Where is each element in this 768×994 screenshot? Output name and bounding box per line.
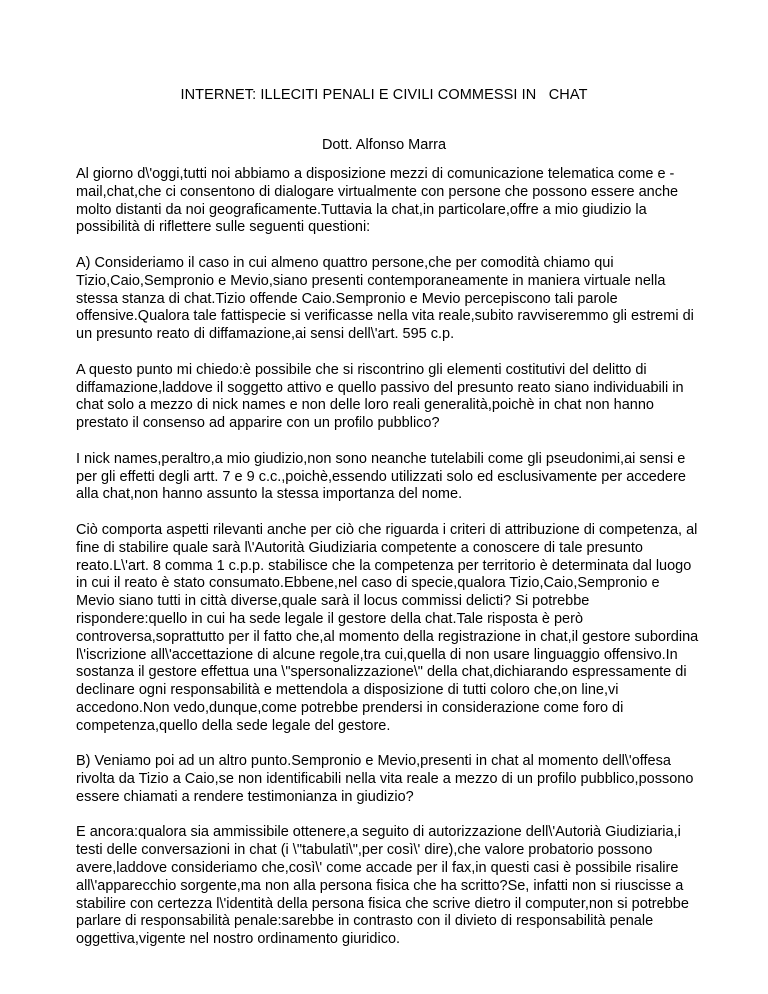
- document-author: Dott. Alfonso Marra: [321, 137, 447, 153]
- paragraph-a: A) Consideriamo il caso in cui almeno quattro persone,che per comodità chiamo qui Tizio,Caio,Sempronio e Mevio,siano presenti contemporaneamente in maniera virtuale nella stessa stanza di chat.Tizio offende Caio.Sempronio e Mevio percepiscono tali parole offensive.Qualora tale fattispecie si verificasse nella vita reale,subito ravviseremmo gli estremi di un presunto reato di diffamazione,ai sensi dell\'art. 595 c.p.: [76, 254, 694, 343]
- paragraph-intro: Al giorno d\'oggi,tutti noi abbiamo a disposizione mezzi di comunicazione telematica come e - mail,chat,che ci consentono di dialogare virtualmente con persone che possono essere anche molto distanti da noi geograficamente.Tuttavia la chat,in particolare,offre a mio giudizio la possibilità di riflettere sulle seguenti questioni:: [76, 166, 679, 236]
- paragraph-b: B) Veniamo poi ad un altro punto.Sempronio e Mevio,presenti in chat al momento dell\'offesa rivolta da Tizio a Caio,se non identificabili nella vita reale a mezzo di un profilo pubblico,possono essere chiamati a rendere testimonianza in giudizio?: [76, 753, 694, 805]
- paragraph-competence: Ciò comporta aspetti rilevanti anche per ciò che riguarda i criteri di attribuzione di competenza, al fine di stabilire quale sarà l\'Autorità Giudiziaria competente a conoscere di tale presunto reato.L\'art. 8 comma 1 c.p.p. stabilisce che la competenza per territorio è determinata dal luogo in cui il reato è stato consumato.Ebbene,nel caso di specie,qualora Tizio,Caio,Sempronio e Mevio siano tutti in città diverse,quale sarà il locus commissi delicti? Si potrebbe rispondere:quello in cui ha sede legale il gestore della chat.Tale risposta è però controversa,soprattutto per il fatto che,al momento della registrazione in chat,il gestore subordina l\'iscrizione all\'accettazione di alcune regole,tra cui,quella di non usare linguaggio offensivo.In sostanza il gestore effettua una \"spersonalizzazione\" della chat,dichiarando espressamente di declinare ogni responsabilità e mettendola a disposizione di tutti coloro che,on line,vi accedono.Non vedo,dunque,come potrebbe prendersi in considerazione come foro di competenza,quello della sede legale del gestore.: [76, 521, 699, 734]
- paragraph-question: A questo punto mi chiedo:è possibile che si riscontrino gli elementi costitutivi del delitto di diffamazione,laddove il soggetto attivo e quello passivo del presunto reato siano individuabili in chat solo a mezzo di nick names e non delle loro reali generalità,poichè in chat non hanno prestato il consenso ad apparire con un profilo pubblico?: [76, 361, 684, 432]
- document-title: INTERNET: ILLECITI PENALI E CIVILI COMMESSI IN CHAT: [180, 87, 588, 103]
- paragraph-nick-names: I nick names,peraltro,a mio giudizio,non sono neanche tutelabili come gli pseudonimi,ai sensi e per gli effetti degli artt. 7 e 9 c.c.,poichè,essendo utilizzati solo ed esclusivamente per accedere alla chat,non hanno assunto la stessa importanza del nome.: [76, 450, 686, 503]
- document-body: [76, 166, 702, 967]
- paragraph-evidence: E ancora:qualora sia ammissibile ottenere,a seguito di autorizzazione dell\'Autorià Giudiziaria,i testi delle conversazioni in chat (i \"tabulati\",per così\' dire),che valore probatorio possono avere,laddove consideriamo che,così\' come accade per il fax,in questi casi è possibile risalire all\'apparecchio sorgente,ma non alla persona fisica che ha scritto?Se, infatti non si riuscisse a stabilire con certezza l\'identità della persona fisica che scrive dietro il computer,non si potrebbe parlare di responsabilità penale:sarebbe in contrasto con il divieto di responsabilità penale oggettiva,vigente nel nostro ordinamento giuridico.: [76, 824, 689, 948]
